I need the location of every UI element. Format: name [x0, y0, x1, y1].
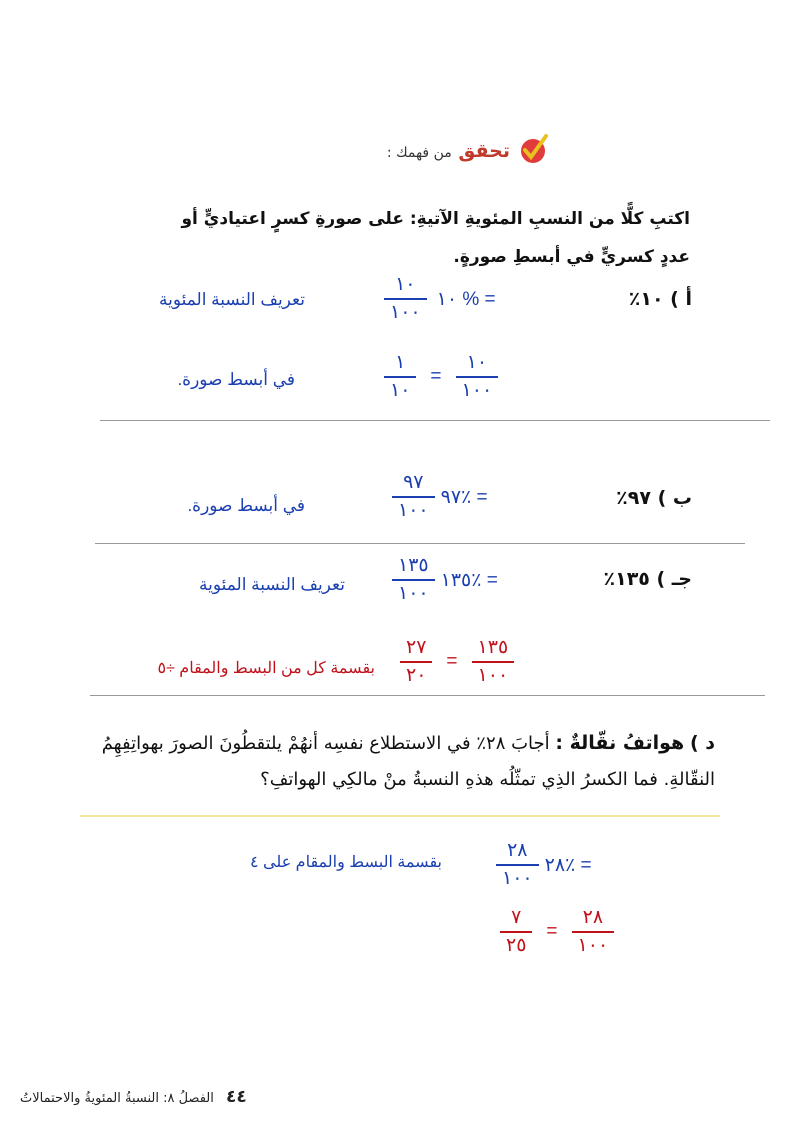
divider [100, 420, 770, 421]
fraction-numerator: ٩٧ [403, 472, 424, 493]
fraction-denominator: ١٠ [390, 380, 411, 401]
item-b-note: في أبسط صورة. [187, 496, 305, 515]
item-d-note1: بقسمة البسط والمقام على ٤ [250, 854, 442, 871]
item-c-note1: تعريف النسبة المئوية [198, 575, 345, 594]
fraction-numerator: ١٣٥ [477, 637, 509, 658]
item-a-eq1-fraction [384, 272, 427, 326]
instruction-text: اكتبِ كلًّا من النسبِ المئويةِ الآتيةِ: على صورةِ كسرٍ اعتياديٍّ أو عددٍ كسريٍّ في أبسطِ صورةٍ. [181, 209, 690, 267]
fraction-denominator: ١٠٠ [502, 868, 533, 889]
fraction-numerator: ٢٧ [406, 637, 427, 658]
equals-sign: = [546, 921, 558, 942]
item-c-eq2-result [400, 635, 432, 689]
item-a-note1: تعريف النسبة المئوية [158, 290, 305, 309]
fraction-denominator: ١٠٠ [477, 665, 509, 686]
highlight-underline [80, 815, 720, 817]
chapter-title: الفصلُ ٨: النسبةُ المئويةُ والاحتمالاتُ [20, 1091, 214, 1106]
item-a-eq2-result [384, 350, 416, 404]
fraction-numerator: ١٠ [395, 274, 416, 295]
item-d-text: أجابَ ٢٨٪ في الاستطلاع نفسِه أنهُمْ يلتقطُونَ الصورَ بهواتِفِهِمُ النقّالةِ. فما الكسرُ الذِي تمثّلُه هذهِ النسبةُ منْ مالكِي الهواتفِ؟ [101, 733, 715, 790]
fraction-numerator: ١ [395, 352, 406, 373]
item-a-eq2-source [456, 350, 499, 404]
fraction-numerator: ٢٨ [582, 907, 604, 928]
item-c-eq1 [392, 553, 498, 607]
fraction-numerator: ١٣٥ [398, 555, 429, 576]
fraction-denominator: ٢٠ [406, 665, 427, 686]
fraction-denominator: ١٠٠ [461, 380, 493, 401]
fraction-numerator: ٧ [511, 907, 522, 928]
item-c-eq1-left: ١٣٥٪ = [440, 569, 498, 591]
item-b-label: ب ) ٩٧٪ [616, 487, 692, 509]
fraction-denominator: ١٠٠ [390, 302, 421, 323]
item-a-note2: في أبسط صورة. [177, 370, 295, 389]
check-understanding-title [387, 140, 510, 162]
item-a-label: أ ) ١٠٪ [628, 288, 692, 310]
item-d-label: د ) [689, 732, 715, 754]
page-footer [20, 1087, 247, 1107]
item-c-note2: بقسمة كل من البسط والمقام ÷٥ [157, 660, 375, 677]
item-c-eq2-source [472, 635, 515, 689]
subtitle-text: من فهمك : [386, 145, 452, 161]
item-a-eq2 [384, 350, 498, 404]
equals-sign: = [430, 366, 442, 387]
item-d-question [55, 725, 715, 798]
item-d-eq2-result [500, 905, 532, 959]
item-d-eq2 [500, 905, 614, 959]
item-a-eq1 [384, 272, 496, 326]
check-mark-icon [516, 132, 550, 166]
item-d-eq1-left: ٢٨٪ = [544, 854, 592, 876]
title-text: تحقق [458, 140, 510, 162]
item-b-fraction [392, 470, 435, 524]
equals-sign: = [446, 651, 458, 672]
fraction-numerator: ١٠ [466, 352, 488, 373]
fraction-denominator: ١٠٠ [398, 583, 429, 604]
fraction-denominator: ١٠٠ [577, 935, 609, 956]
item-d-eq1-fraction [496, 838, 539, 892]
divider [95, 543, 745, 544]
item-c-eq2 [400, 635, 514, 689]
fraction-denominator: ٢٥ [506, 935, 527, 956]
divider [90, 695, 765, 696]
fraction-numerator: ٢٨ [507, 840, 528, 861]
item-d-eq1 [496, 838, 592, 892]
item-d-title: هواتفُ نقّالةٌ : [555, 732, 685, 754]
item-c-eq1-fraction [392, 553, 435, 607]
item-d-eq2-source [572, 905, 615, 959]
item-c-label: جـ ) ١٣٥٪ [603, 568, 692, 590]
item-b-eq-left: ٩٧٪ = [440, 486, 488, 508]
page-number: ٤٤ [226, 1087, 247, 1107]
item-a-eq1-left: ١٠ % = [436, 288, 496, 310]
item-b-eq [392, 470, 488, 524]
fraction-denominator: ١٠٠ [398, 500, 429, 521]
